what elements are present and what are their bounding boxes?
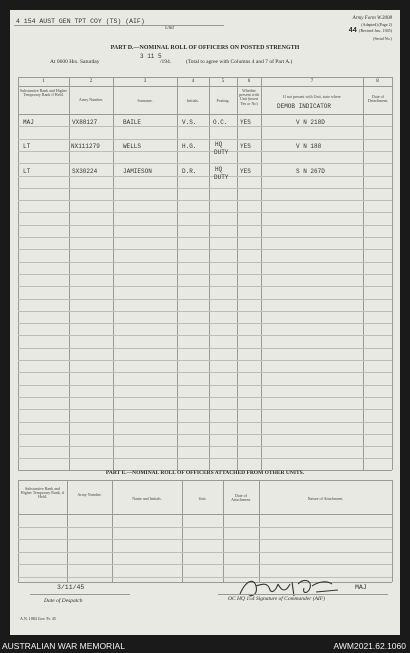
- unit-label: Unit: [165, 26, 174, 31]
- ruled-line: [18, 274, 392, 275]
- ruled-line: [18, 139, 392, 140]
- row-posting: HQ: [215, 141, 223, 148]
- col-number: 7: [310, 79, 314, 84]
- row-location: V N 188: [296, 143, 322, 150]
- ruled-line: [18, 262, 392, 263]
- ruled-line: [18, 527, 392, 528]
- row-initials: V.S.: [182, 119, 197, 126]
- part-e-header-date: Date of Attachment.: [231, 493, 251, 503]
- ruled-line: [18, 200, 392, 201]
- col-number: 6: [247, 79, 251, 84]
- row-present: YES: [240, 143, 251, 150]
- row-posting-detail: DUTY: [214, 149, 229, 156]
- caption-left: AUSTRALIAN WAR MEMORIAL: [2, 641, 125, 651]
- ruled-line: [18, 249, 392, 250]
- row-rank: LT: [23, 143, 31, 150]
- ruled-line: [18, 348, 392, 349]
- ruled-line: [18, 188, 392, 189]
- year-text: /194.: [160, 59, 172, 65]
- ruled-line: [18, 335, 392, 336]
- row-rank: MAJ: [23, 119, 34, 126]
- archive-caption-bar: [0, 638, 410, 653]
- form-date: (Revised Jan., 1945): [359, 28, 392, 33]
- form-name: Army Form W.3008: [352, 16, 392, 21]
- ruled-line: [18, 409, 392, 410]
- row-surname: WELLS: [123, 143, 142, 150]
- col-header-posting: Posting.: [216, 98, 230, 103]
- ruled-line: [18, 212, 392, 213]
- part-e-title: PART E.—NOMINAL ROLL OF OFFICERS ATTACHED FROM OTHER UNITS.: [105, 470, 305, 476]
- caption-right: AWM2021.62.1060: [333, 641, 406, 651]
- unit-line: 4 154 AUST GEN TPT COY (TS) (AIF): [16, 18, 145, 25]
- col-header-detachment: Date of Detachment.: [367, 94, 389, 104]
- row-location: V N 218D: [296, 119, 325, 126]
- despatch-date: 3/11/45: [57, 584, 85, 591]
- col-number: 3: [143, 79, 147, 84]
- form-page: [10, 10, 400, 635]
- ruled-line: [18, 360, 392, 361]
- demob-indicator-stamp: DEMOB INDICATOR: [277, 103, 332, 110]
- col-number: 2: [89, 79, 93, 84]
- at-line-prefix: At 0600 Hrs. Saturday: [50, 59, 100, 65]
- ruled-line: [18, 126, 392, 127]
- row-initials: D.R.: [182, 168, 197, 175]
- form-number: 44: [348, 27, 357, 35]
- col-header-surname: Surname.: [137, 98, 153, 103]
- ruled-line: [18, 163, 392, 164]
- col-number: 1: [42, 79, 45, 84]
- ruled-line: [18, 434, 392, 435]
- ruled-line: [18, 397, 392, 398]
- col-header-present: Whether present with Unit (insert Yes or No): [239, 88, 259, 106]
- ruled-line: [18, 151, 392, 152]
- ruled-line: [18, 539, 392, 540]
- ruled-line: [18, 422, 392, 423]
- ruled-line: [18, 237, 392, 238]
- row-army-number: VX88127: [72, 119, 98, 126]
- row-posting-detail: DUTY: [214, 174, 229, 181]
- col-number: 4: [191, 79, 195, 84]
- row-posting: HQ: [215, 166, 223, 173]
- col-header-rank: Substantive Rank and Higher Temporary Rank if Held.: [20, 88, 67, 98]
- col-number: 8: [376, 79, 379, 84]
- part-e-header-rank: Substantive Rank and Higher Temporary Rank, if Held.: [20, 486, 65, 500]
- row-army-number: NX111279: [71, 143, 100, 150]
- ruled-line: [18, 446, 392, 447]
- form-adapted: (Adapted) (Page 2): [361, 22, 392, 27]
- signature-rank: MAJ: [355, 584, 367, 591]
- despatch-label: Date of Despatch: [44, 598, 83, 604]
- row-rank: LT: [23, 168, 31, 175]
- row-posting: O.C.: [213, 119, 228, 126]
- date-typed: 3 11 5: [140, 53, 162, 60]
- col-header-location: If not present with Unit, state where: [283, 94, 341, 99]
- part-e-header-nature: Nature of Attachment.: [307, 496, 344, 501]
- ruled-line: [18, 176, 392, 177]
- row-army-number: SX30224: [72, 168, 98, 175]
- row-initials: H.G.: [182, 143, 197, 150]
- part-e-header-army-number: Army Number.: [77, 492, 102, 497]
- part-e-header-unit: Unit.: [198, 496, 207, 501]
- row-surname: BAILE: [123, 119, 142, 126]
- col-header-initials: Initials.: [186, 98, 200, 103]
- ruled-line: [18, 564, 392, 565]
- row-present: YES: [240, 168, 251, 175]
- ruled-line: [18, 225, 392, 226]
- col-number: 5: [221, 79, 225, 84]
- serial-label: (Serial No.): [373, 36, 392, 41]
- row-present: YES: [240, 119, 251, 126]
- row-location: S N 267D: [296, 168, 325, 175]
- ruled-line: [18, 299, 392, 300]
- ruled-line: [18, 552, 392, 553]
- ruled-line: [18, 286, 392, 287]
- printer-note: A.N. 1084 Gov. Pr. 45: [20, 616, 56, 621]
- col-header-army-number: Army Number.: [78, 97, 104, 102]
- part-e-header-name: Name and Initials.: [132, 496, 162, 501]
- signatory-label: OC HQ 154 Signature of Commander (AIF): [228, 596, 325, 602]
- row-surname: JAMIESON: [123, 168, 152, 175]
- part-d-title: PART D.—NOMINAL ROLL OF OFFICERS ON POSTED STRENGTH: [110, 45, 300, 51]
- at-line-suffix: (Total to agree with Columns 4 and 7 of Part A.): [186, 59, 293, 65]
- ruled-line: [18, 323, 392, 324]
- ruled-line: [18, 372, 392, 373]
- ruled-line: [18, 311, 392, 312]
- ruled-line: [18, 458, 392, 459]
- ruled-line: [18, 385, 392, 386]
